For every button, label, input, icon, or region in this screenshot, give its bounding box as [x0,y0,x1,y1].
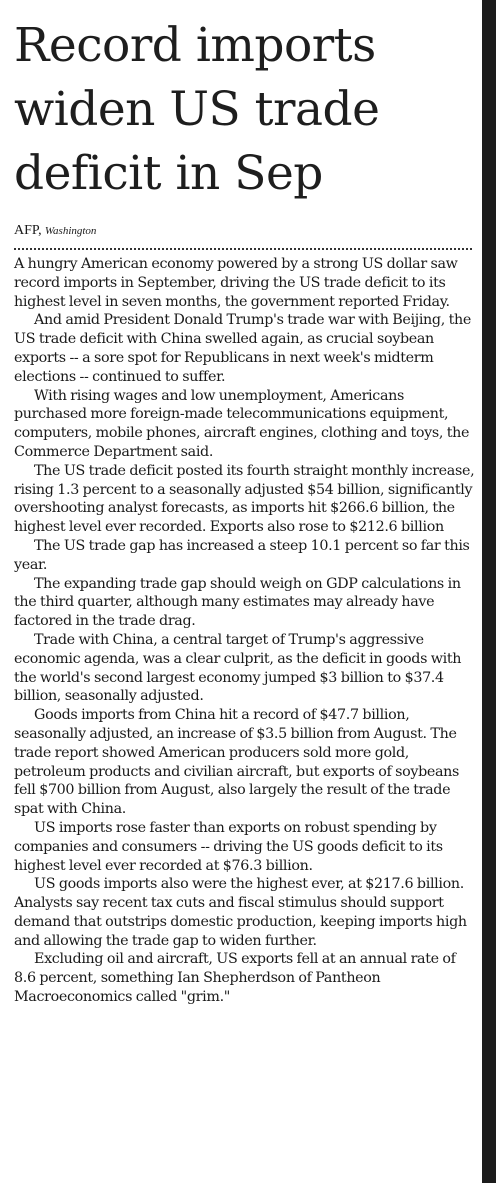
article-paragraph: The US trade deficit posted its fourth straight monthly increase, rising 1.3 percent to a seasonally adjusted $54 billion, significantly overshooting analyst forecasts, as imports hit $266.6 billion, the highest level ever recorded. Exports also rose to $212.6 billion [14,462,475,536]
article-paragraph: US imports rose faster than exports on robust spending by companies and consumers -- driving the US goods deficit to its highest level ever recorded at $76.3 billion. [14,819,443,874]
article-paragraph: With rising wages and low unemployment, Americans purchased more foreign-made telecommunications equipment, computers, mobile phones, aircraft engines, clothing and toys, the Commerce Department said. [14,387,470,460]
byline-dateline: Washington [44,225,97,237]
article-paragraph: The expanding trade gap should weigh on GDP calculations in the third quarter, although many estimates may already have factored in the trade drag. [14,575,461,630]
byline-agency: AFP, [14,223,42,238]
article-paragraph: Excluding oil and aircraft, US exports fell at an annual rate of 8.6 percent, something Ian Shepherdson of Pantheon Macroeconomics called "grim." [14,951,456,1006]
page-edge-bar [482,0,496,1183]
article-paragraph: A hungry American economy powered by a strong US dollar saw record imports in September, driving the US trade deficit to its highest level in seven months, the government reported Friday. [14,256,458,310]
byline-divider [14,248,472,250]
article-paragraph: Goods imports from China hit a record of $47.7 billion, seasonally adjusted, an increase of $3.5 billion from August. The trade report showed American producers sold more gold, petroleum products and civilian aircraft, but exports of soybeans fell $700 billion from August, also largely the result of the trade spat with China. [14,707,460,818]
headline-line: deficit in Sep [14,146,323,201]
headline-line: Record imports [14,18,376,73]
byline [14,220,476,240]
headline-line: widen US trade [14,82,380,137]
article-paragraph: Trade with China, a central target of Trump's aggressive economic agenda, was a clear culprit, as the deficit in goods with the world's second largest economy jumped $3 billion to $37.4 billion, seasonally adjusted. [14,631,462,705]
article-paragraph: And amid President Donald Trump's trade war with Beijing, the US trade deficit with China swelled again, as crucial soybean exports -- a sore spot for Republicans in next week's midterm elections -- continued to suffer. [14,312,471,385]
article-paragraph: The US trade gap has increased a steep 10.1 percent so far this year. [14,537,470,573]
article-body [14,255,476,1007]
article-paragraph: US goods imports also were the highest ever, at $217.6 billion. Analysts say recent tax cuts and fiscal stimulus should support demand that outstrips domestic production, keeping imports high and allowing the trade gap to widen further. [14,876,467,949]
article-headline [14,14,476,206]
news-article [14,0,476,1007]
